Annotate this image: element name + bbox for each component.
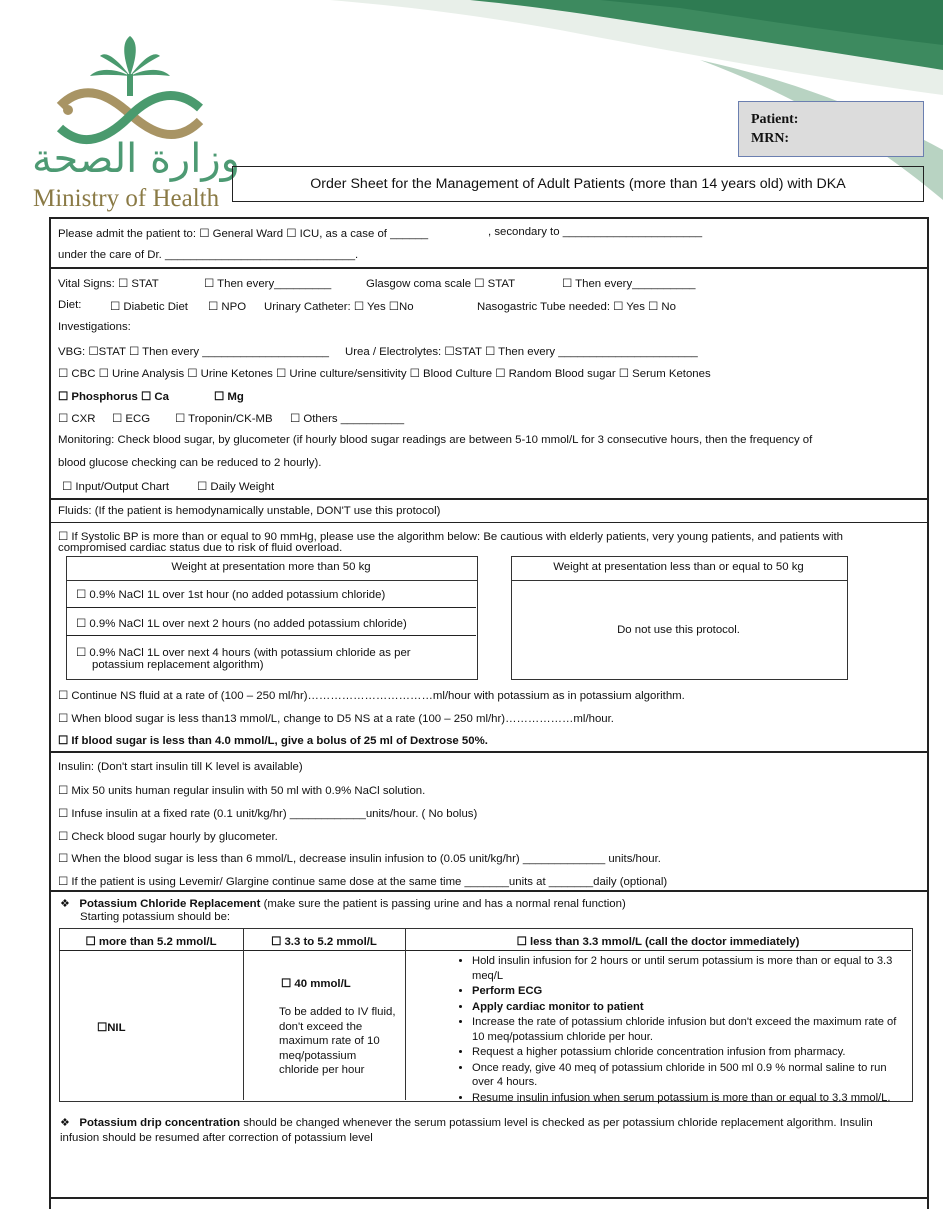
magnesium-checkbox[interactable]: ☐ Mg — [214, 391, 244, 403]
insulin-decrease[interactable]: ☐ When the blood sugar is less than 6 mmol/L, decrease insulin infusion to (0.05 unit/kg/hr) _____________ units/hour. — [58, 853, 661, 865]
urea-line[interactable]: Urea / Electrolytes: ☐STAT ☐ Then every ______________________ — [345, 346, 698, 358]
divider — [66, 635, 476, 636]
cxr-checkbox[interactable]: ☐ CXR — [58, 413, 96, 425]
daily-weight-checkbox[interactable]: ☐ Daily Weight — [197, 481, 275, 493]
insulin-mix[interactable]: ☐ Mix 50 units human regular insulin with 50 ml with 0.9% NaCl solution. — [58, 785, 426, 797]
drip-note-rest: should be changed whenever the serum potassium level is checked as per potassium chloride replacement algorithm. Insulin infusion should be resumed after correction of potassium level — [60, 1117, 873, 1144]
dose-40-checkbox[interactable]: ☐ 40 mmol/L — [281, 978, 351, 990]
bullet-item: • Hold insulin infusion for 2 hours or until serum potassium is more than or equal to 3.3 meq/L — [472, 954, 908, 983]
troponin-checkbox[interactable]: ☐ Troponin/CK-MB — [175, 413, 273, 425]
vbg-line[interactable]: VBG: ☐STAT ☐ Then every ____________________ — [58, 346, 329, 358]
dose-note: To be added to IV fluid, don't exceed the maximum rate of 10 meq/potassium chloride per hour — [279, 1006, 396, 1076]
bullet-item: • Perform ECG — [472, 984, 908, 999]
divider — [49, 267, 927, 269]
col-more-than-5-2[interactable]: ☐ more than 5.2 mmol/L — [85, 936, 217, 948]
col-less-than-3-3[interactable]: ☐ less than 3.3 mmol/L (call the doctor immediately) — [516, 936, 800, 948]
patient-label: Patient: — [751, 112, 799, 127]
monitoring-text-2: blood glucose checking can be reduced to 2 hourly). — [58, 457, 322, 469]
d5-ns[interactable]: ☐ When blood sugar is less than13 mmol/L, change to D5 NS at a rate (100 – 250 ml/hr)………………ml/hour. — [58, 713, 614, 725]
admit-doctor[interactable]: under the care of Dr. ______________________________. — [58, 249, 359, 261]
ecg-checkbox[interactable]: ☐ ECG — [112, 413, 151, 425]
urinary-catheter[interactable]: Urinary Catheter: ☐ Yes ☐No — [264, 301, 414, 313]
labs-line[interactable]: ☐ CBC ☐ Urine Analysis ☐ Urine Ketones ☐ Urine culture/sensitivity ☐ Blood Culture ☐ Random Blood sugar ☐ Serum Ketones — [58, 368, 711, 380]
divider — [59, 950, 911, 951]
fluids-header: Fluids: (If the patient is hemodynamically unstable, DON'T use this protocol) — [58, 505, 441, 517]
ngt-needed[interactable]: Nasogastric Tube needed: ☐ Yes ☐ No — [477, 301, 676, 313]
investigations-label: Investigations: — [58, 321, 131, 333]
weight-under-50-header: Weight at presentation less than or equal to 50 kg — [553, 561, 804, 573]
admit-secondary[interactable]: , secondary to ______________________ — [488, 226, 703, 238]
diamond-bullet-icon: ❖ — [60, 1117, 70, 1129]
potassium-header — [60, 897, 626, 910]
potassium-header-rest: (make sure the patient is passing urine and has a normal renal function) — [260, 898, 626, 910]
monitoring-text: Monitoring: Check blood sugar, by glucometer (if hourly blood sugar readings are between 5-10 mmol/L for 3 consecutive hours, then the frequency of — [58, 434, 813, 446]
bullet-item: • Increase the rate of potassium chloride infusion but don't exceed the maximum rate of 10 meq/potassium chloride per hour. — [472, 1015, 908, 1044]
admit-line[interactable]: Please admit the patient to: ☐ General Ward ☐ ICU, as a case of ______ — [58, 228, 429, 240]
bullet-item: • Resume insulin infusion when serum potassium is more than or equal to 3.3 mmol/L. — [472, 1091, 908, 1106]
systolic-line-2: compromised cardiac status due to risk of fluid overload. — [58, 542, 343, 554]
patient-info-box — [738, 101, 924, 157]
insulin-check[interactable]: ☐ Check blood sugar hourly by glucometer. — [58, 831, 278, 843]
bullet-item: • Apply cardiac monitor to patient — [472, 1000, 908, 1015]
others-checkbox[interactable]: ☐ Others __________ — [290, 413, 405, 425]
bullet-item: • Once ready, give 40 meq of potassium chloride in 500 ml 0.9 % normal saline to run over 4 hours. — [472, 1061, 908, 1090]
column-divider — [243, 928, 244, 1100]
drip-note-bold: Potassium drip concentration — [79, 1117, 241, 1129]
form-title: Order Sheet for the Management of Adult Patients (more than 14 years old) with DKA — [232, 166, 924, 202]
gcs-stat[interactable]: Glasgow coma scale ☐ STAT — [366, 278, 516, 290]
npo-checkbox[interactable]: ☐ NPO — [208, 301, 247, 313]
phosphorus-calcium[interactable]: ☐ Phosphorus ☐ Ca — [58, 391, 169, 403]
arabic-ministry-name: وزارة الصحة — [32, 136, 240, 182]
fluid-row-1[interactable]: ☐ 0.9% NaCl 1L over 1st hour (no added potassium chloride) — [76, 589, 386, 601]
divider — [49, 522, 927, 523]
low-potassium-list — [438, 954, 908, 1106]
systolic-line[interactable]: ☐ If Systolic BP is more than or equal to 90 mmHg, please use the algorithm below: Be cautious with elderly patients, very young patients, and patients with — [58, 531, 843, 543]
divider — [49, 751, 927, 753]
insulin-infuse[interactable]: ☐ Infuse insulin at a fixed rate (0.1 unit/kg/hr) ____________units/hour. ( No bolus) — [58, 808, 478, 820]
fluid-row-2[interactable]: ☐ 0.9% NaCl 1L over next 2 hours (no added potassium chloride) — [76, 618, 407, 630]
diabetic-diet-checkbox[interactable]: ☐ Diabetic Diet — [110, 301, 188, 313]
continue-ns[interactable]: ☐ Continue NS fluid at a rate of (100 – 250 ml/hr)……………………………ml/hour with potassium as in potassium algorithm. — [58, 690, 685, 702]
weight-over-50-header: Weight at presentation more than 50 kg — [171, 561, 371, 573]
divider — [49, 498, 927, 500]
ministry-name: Ministry of Health — [33, 185, 220, 212]
weight-under-50-note: Do not use this protocol. — [617, 624, 740, 636]
vital-signs-stat[interactable]: Vital Signs: ☐ STAT — [58, 278, 159, 290]
starting-potassium: Starting potassium should be: — [80, 911, 231, 923]
io-chart-checkbox[interactable]: ☐ Input/Output Chart — [62, 481, 170, 493]
gcs-then[interactable]: ☐ Then every__________ — [562, 278, 696, 290]
insulin-header: Insulin: (Don't start insulin till K level is available) — [58, 761, 303, 773]
mrn-label: MRN: — [751, 131, 790, 146]
fluid-row-3[interactable]: ☐ 0.9% NaCl 1L over next 4 hours (with potassium chloride as per — [76, 647, 411, 659]
divider — [49, 890, 927, 892]
vital-signs-then[interactable]: ☐ Then every_________ — [204, 278, 332, 290]
drip-note — [60, 1116, 890, 1146]
diet-label: Diet: — [58, 299, 82, 311]
column-divider — [405, 928, 406, 1100]
insulin-levemir[interactable]: ☐ If the patient is using Levemir/ Glargine continue same dose at the same time _______units at _______daily (optional) — [58, 876, 668, 888]
col-3-3-to-5-2[interactable]: ☐ 3.3 to 5.2 mmol/L — [271, 936, 377, 948]
diamond-bullet-icon: ❖ — [60, 898, 70, 910]
fluid-row-3b: potassium replacement algorithm) — [92, 659, 264, 671]
bullet-item: • Request a higher potassium chloride concentration infusion from pharmacy. — [472, 1045, 908, 1060]
nil-checkbox[interactable]: ☐NIL — [97, 1022, 126, 1034]
divider — [49, 1197, 927, 1199]
divider — [66, 607, 476, 608]
potassium-header-bold: Potassium Chloride Replacement — [79, 898, 261, 910]
dextrose-bolus[interactable]: ☐ If blood sugar is less than 4.0 mmol/L, give a bolus of 25 ml of Dextrose 50%. — [58, 735, 488, 747]
